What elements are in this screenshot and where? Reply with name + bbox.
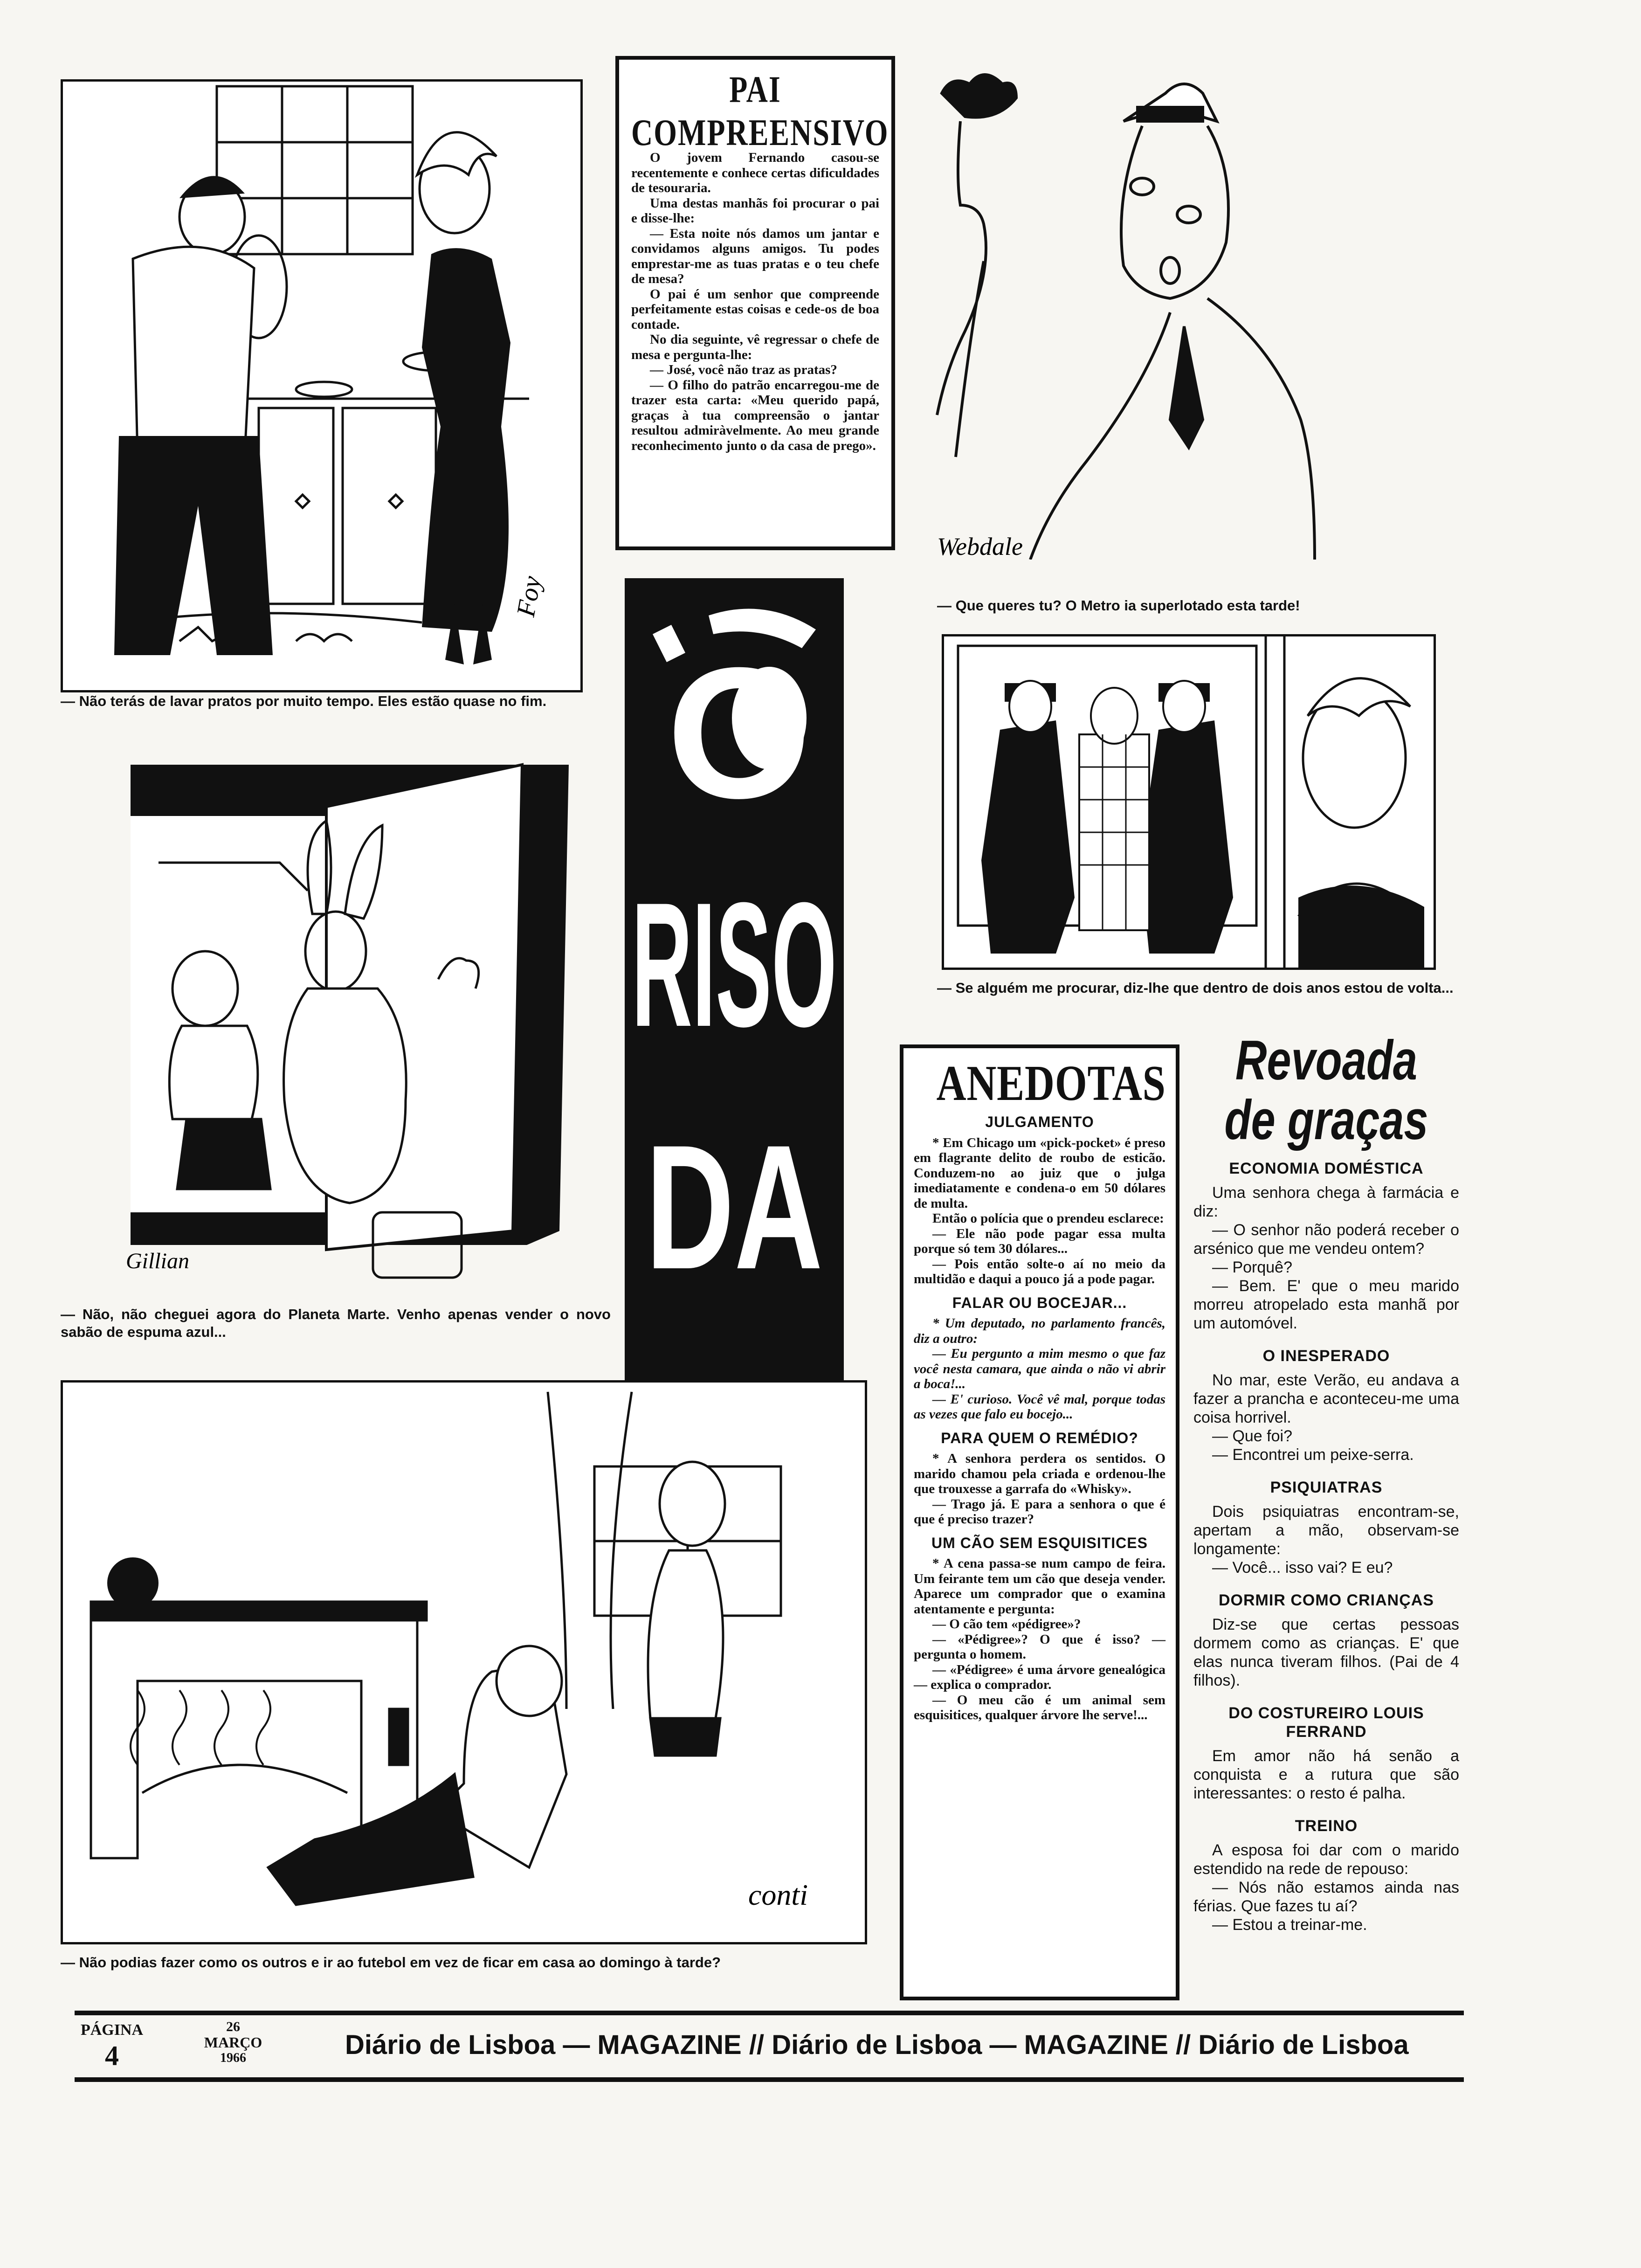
anedota-paragraph: * Em Chicago um «pick-pocket» é preso em flagrante delito de roubo de esticão. Conduzem-no ao juiz que o julga imediatamente e condena-o em 50 dólares de multa. <box>914 1135 1165 1211</box>
footer-year: 1966 <box>220 2051 246 2065</box>
footer-rule-top <box>75 2011 1464 2015</box>
revoada-title-2: de graças <box>1224 1089 1428 1151</box>
revoada-paragraph: Dois psiquiatras encontram-se, apertam a mão, observam-se longamente: <box>1193 1503 1459 1558</box>
anedota-paragraph: — «Pédigree»? O que é isso? — pergunta o homem. <box>914 1632 1165 1662</box>
cartoon-prison <box>942 634 1436 970</box>
revoada-paragraph: — Nós não estamos ainda nas férias. Que fazes tu aí? <box>1193 1879 1459 1915</box>
riso-line-da: DA <box>646 1108 823 1306</box>
anedota-paragraph: — Trago já. E para a senhora o que é que é preciso trazer? <box>914 1496 1165 1527</box>
pai-paragraph: — O filho do patrão encarregou-me de trazer esta carta: «Meu querido papá, graças à tua compreensão o jantar resultou admiràvelmente. Ao meu grande reconhecimento junto o da casa de prego». <box>631 377 879 453</box>
cartoon-dishes <box>61 79 583 692</box>
revoada-paragraph: Uma senhora chega à farmácia e diz: <box>1193 1184 1459 1220</box>
footer-page-number: 4 <box>105 2040 119 2071</box>
footer-day: 26 <box>226 2019 240 2034</box>
revoada-heading: ECONOMIA DOMÉSTICA <box>1229 1160 1424 1177</box>
pai-paragraph: Uma destas manhãs foi procurar o pai e disse-lhe: <box>631 195 879 226</box>
cartoon-rabbit-art <box>75 746 573 1292</box>
anedotas-title: ANEDOTAS <box>936 1056 1166 1111</box>
anedota-paragraph: * A senhora perdera os sentidos. O marido chamou pela criada e ordenou-lhe que trouxesse a garrafa do «Whisky». <box>914 1451 1165 1496</box>
caption-metro: — Que queres tu? O Metro ia superlotado esta tarde! <box>937 597 1300 614</box>
footer-month: MARÇO <box>204 2034 262 2051</box>
dishes-signature: Foy <box>511 574 547 619</box>
revoada-heading: DORMIR COMO CRIANÇAS <box>1219 1591 1434 1609</box>
cartoon-metro-art <box>928 65 1422 560</box>
anedota-paragraph: * Um deputado, no parlamento francês, diz a outro: <box>914 1316 1165 1346</box>
revoada-paragraph: Em amor não há senão a conquista e a rutura que são interessantes: o resto é palha. <box>1193 1747 1459 1802</box>
footer-rule-bottom <box>75 2077 1464 2082</box>
cartoon-dishes-art <box>63 82 580 690</box>
anedotas-box <box>900 1044 1179 2000</box>
anedota-paragraph: — O meu cão é um animal sem esquisitices, qualquer árvore lhe serve!... <box>914 1692 1165 1722</box>
revoada-paragraph: Diz-se que certas pessoas dormem como as crianças. E' que elas nunca tiveram filhos. (Pai de 4 filhos). <box>1193 1616 1459 1689</box>
pai-compreensivo-title: PAI COMPREENSIVO <box>631 69 889 153</box>
revoada-paragraph: — Você... isso vai? E eu? <box>1212 1559 1393 1577</box>
anedota-heading: FALAR OU BOCEJAR... <box>952 1294 1127 1311</box>
pai-paragraph: — Esta noite nós damos um jantar e convidamos alguns amigos. Tu podes emprestar-me as tuas pratas e o teu chefe de mesa? <box>631 226 879 286</box>
revoada-paragraph: A esposa foi dar com o marido estendido na rede de repouso: <box>1193 1841 1459 1878</box>
anedota-heading: JULGAMENTO <box>985 1113 1094 1130</box>
revoada-paragraph: — Estou a treinar-me. <box>1212 1916 1367 1934</box>
anedota-heading: PARA QUEM O REMÉDIO? <box>941 1429 1138 1446</box>
pai-paragraph: No dia seguinte, vê regressar o chefe de mesa e pergunta-lhe: <box>631 332 879 362</box>
pai-paragraph: O jovem Fernando casou-se recentemente e conhece certas dificuldades de tesouraria. <box>631 150 879 195</box>
revoada-paragraph: — Porquê? <box>1212 1258 1292 1276</box>
revoada-paragraph: — Encontrei um peixe-serra. <box>1212 1446 1414 1464</box>
revoada-heading: O INESPERADO <box>1262 1347 1390 1365</box>
pai-paragraph: — José, você não traz as pratas? <box>650 362 837 377</box>
caption-rabbit: — Não, não cheguei agora do Planeta Marte. Venho apenas vender o novo sabão de espuma azul... <box>61 1306 611 1340</box>
metro-signature: Webdale <box>937 532 1023 560</box>
anedota-paragraph: — «Pédigree» é uma árvore genealógica — explica o comprador. <box>914 1662 1165 1692</box>
revoada-column <box>1193 1030 1459 1934</box>
pai-compreensivo-box <box>615 56 895 550</box>
anedota-paragraph: — O cão tem «pédigree»? <box>932 1617 1081 1632</box>
anedota-paragraph: — Ele não pode pagar essa multa porque só tem 30 dólares... <box>914 1226 1165 1256</box>
anedota-paragraph: * A cena passa-se num campo de feira. Um feirante tem um cão que deseja vender. Aparece um comprador que o examina atentamente e pergunta: <box>914 1556 1165 1617</box>
caption-fireplace: — Não podias fazer como os outros e ir ao futebol em vez de ficar em casa ao domingo à tarde? <box>61 1954 721 1971</box>
revoada-title-1: Revoada <box>1235 1029 1418 1092</box>
footer-banner: Diário de Lisboa — MAGAZINE // Diário de Lisboa — MAGAZINE // Diário de Lisboa <box>345 2030 1409 2060</box>
anedota-paragraph: — E' curioso. Você vê mal, porque todas as vezes que falo eu bocejo... <box>914 1391 1165 1422</box>
anedotas-text <box>914 1114 1165 1723</box>
cartoon-prison-art <box>944 636 1434 968</box>
anedota-paragraph: — Eu pergunto a mim mesmo o que faz você nesta camara, que ainda o não vi abrir a boca!... <box>914 1346 1165 1391</box>
caption-prison: — Se alguém me procurar, diz-lhe que dentro de dois anos estou de volta... <box>937 980 1454 996</box>
riso-line-o: O <box>667 629 812 837</box>
anedota-heading: UM CÃO SEM ESQUISITICES <box>931 1534 1148 1551</box>
cartoon-fireplace <box>61 1380 867 1944</box>
caption-dishes: — Não terás de lavar pratos por muito tempo. Eles estão quase no fim. <box>61 693 547 709</box>
revoada-heading: DO COSTUREIRO LOUIS FERRAND <box>1228 1704 1424 1741</box>
riso-line-riso: RISO <box>632 865 837 1064</box>
cartoon-rabbit <box>75 746 573 1292</box>
revoada-paragraph: — Que foi? <box>1212 1427 1292 1445</box>
pai-paragraph: O pai é um senhor que compreende perfeitamente estas coisas e cede-os de boa contade. <box>631 286 879 332</box>
rabbit-signature: Gillian <box>126 1249 190 1273</box>
anedota-paragraph: Então o polícia que o prendeu esclarece: <box>932 1211 1164 1226</box>
revoada-paragraph: No mar, este Verão, eu andava a fazer a prancha e aconteceu-me uma coisa horrivel. <box>1193 1371 1459 1426</box>
cartoon-metro <box>928 65 1422 560</box>
cartoon-fireplace-art <box>63 1383 865 1942</box>
revoada-heading: TREINO <box>1295 1817 1358 1835</box>
revoada-paragraph: — Bem. E' que o meu marido morreu atropelado esta manhã por um automóvel. <box>1193 1277 1459 1332</box>
anedota-paragraph: — Pois então solte-o aí no meio da multidão e daqui a pouco já a pode pagar. <box>914 1256 1165 1286</box>
revoada-heading: PSIQUIATRAS <box>1270 1479 1383 1496</box>
revoada-paragraph: — O senhor não poderá receber o arsénico que me vendeu ontem? <box>1193 1221 1459 1258</box>
pai-compreensivo-text <box>631 150 879 453</box>
fireplace-signature: conti <box>748 1878 808 1911</box>
footer-page-label: PÁGINA <box>80 2021 144 2039</box>
